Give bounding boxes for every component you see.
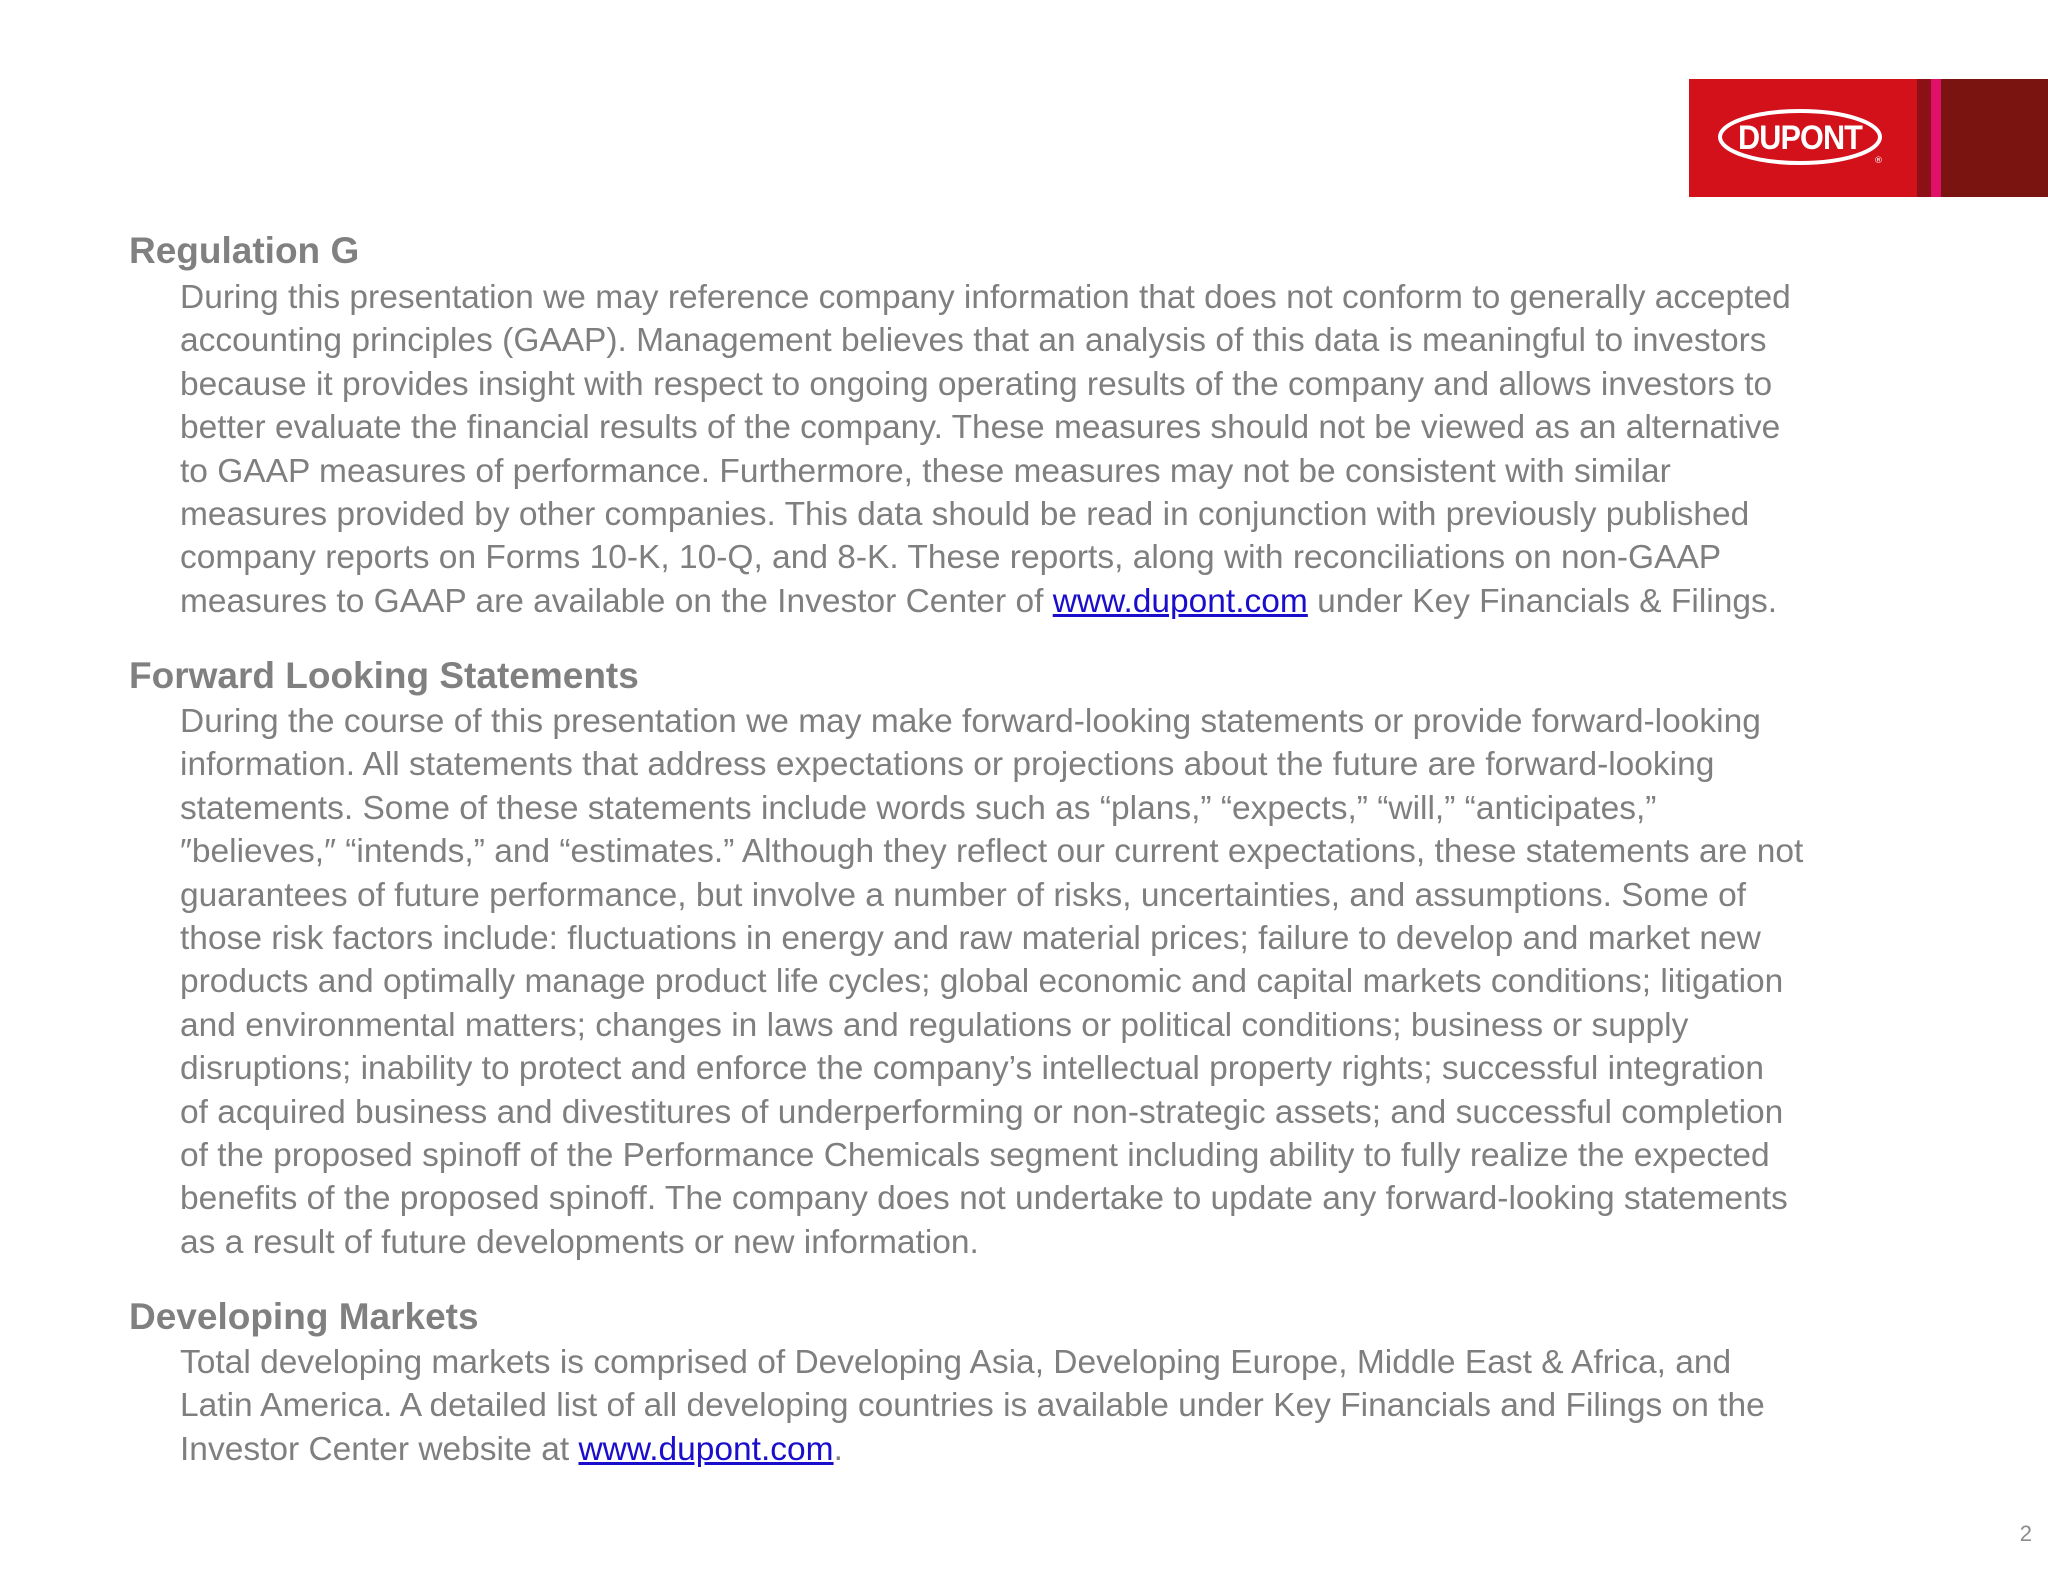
paragraph-text: products and optimally manage product life cycles; global economic and capital markets conditions; litigation [180, 963, 1784, 1001]
paragraph-text: and environmental matters; changes in laws and regulations or political conditions; business or supply [180, 1006, 1689, 1044]
paragraph-line [180, 1091, 1940, 1134]
paragraph-text: of the proposed spinoff of the Performance Chemicals segment including ability to fully realize the expected [180, 1137, 1770, 1175]
paragraph-line [180, 830, 1940, 873]
section-body-forward-looking-statements [180, 700, 1940, 1264]
paragraph-line [180, 1004, 1940, 1047]
page-number: 2 [2019, 1521, 2032, 1546]
paragraph-line [180, 1384, 1940, 1427]
paragraph-line [180, 276, 1940, 319]
paragraph-line [180, 493, 1940, 536]
logo-text: DUPONT [1738, 119, 1864, 157]
paragraph-line [180, 1221, 1940, 1264]
paragraph-line [180, 536, 1940, 579]
section-body-developing-markets [180, 1341, 1940, 1471]
paragraph-line [180, 917, 1940, 960]
paragraph-line [180, 874, 1940, 917]
paragraph-text: statements. Some of these statements include words such as “plans,” “expects,” “will,” “anticipates,” [180, 789, 1657, 827]
dupont-logo-band [1689, 79, 2048, 197]
logo-stripe-maroon [1941, 79, 2048, 197]
paragraph-line [180, 1134, 1940, 1177]
paragraph-text: guarantees of future performance, but involve a number of risks, uncertainties, and assumptions. Some of [180, 876, 1747, 914]
paragraph-text: because it provides insight with respect to ongoing operating results of the company and allows investors to [180, 365, 1773, 403]
paragraph-line [180, 1341, 1940, 1384]
section-title-forward-looking-statements: Forward Looking Statements [129, 655, 639, 696]
logo-stripe-dark-red [1917, 79, 1931, 197]
paragraph-text: Total developing markets is comprised of Developing Asia, Developing Europe, Middle East & Africa, and [180, 1344, 1732, 1381]
paragraph-text: During the course of this presentation we may make forward-looking statements or provide forward-looking [180, 703, 1761, 740]
paragraph-text: better evaluate the financial results of the company. These measures should not be viewed as an alternative [180, 409, 1781, 447]
paragraph-line [180, 363, 1940, 406]
paragraph-line [180, 580, 1940, 623]
section-title-regulation-g: Regulation G [129, 230, 360, 271]
paragraph-text: ″believes,″ “intends,” and “estimates.” Although they reflect our current expectations, these statements are not [180, 833, 1804, 871]
paragraph-text: of acquired business and divestitures of underperforming or non-strategic assets; and successful completion [180, 1093, 1784, 1131]
paragraph-text: benefits of the proposed spinoff. The company does not undertake to update any forward-looking statements [180, 1180, 1788, 1218]
paragraph-line [180, 1177, 1940, 1220]
paragraph-text: During this presentation we may reference company information that does not conform to generally accepted [180, 279, 1791, 316]
paragraph-text: as a result of future developments or new information. [180, 1223, 979, 1261]
paragraph-line [180, 319, 1940, 362]
paragraph-text: to GAAP measures of performance. Furthermore, these measures may not be consistent with similar [180, 452, 1671, 490]
paragraph-line [180, 1428, 1940, 1471]
registered-mark-icon: ® [1874, 156, 1883, 166]
paragraph-text: information. All statements that address expectations or projections about the future are forward-looking [180, 746, 1715, 784]
paragraph-text: . [833, 1430, 843, 1468]
paragraph-line [180, 700, 1940, 743]
paragraph-text: those risk factors include: fluctuations in energy and raw material prices; failure to develop and market new [180, 920, 1761, 958]
section-title-developing-markets: Developing Markets [129, 1296, 479, 1337]
paragraph-text: disruptions; inability to protect and enforce the company’s intellectual property rights; successful integration [180, 1050, 1765, 1088]
paragraph-line [180, 1047, 1940, 1090]
logo-stripe-pink [1931, 79, 1941, 197]
paragraph-line [180, 787, 1940, 830]
paragraph-line [180, 406, 1940, 449]
paragraph-text: under Key Financials & Filings. [1307, 582, 1778, 620]
logo-red-block [1689, 79, 1917, 197]
paragraph-text: company reports on Forms 10-K, 10-Q, and 8-K. These reports, along with reconciliations on non-GAAP [180, 539, 1722, 577]
paragraph-line [180, 743, 1940, 786]
paragraph-text: Latin America. A detailed list of all developing countries is available under Key Financials and Filings on the [180, 1387, 1765, 1425]
paragraph-text: measures provided by other companies. This data should be read in conjunction with previously published [180, 496, 1750, 534]
paragraph-text: measures to GAAP are available on the Investor Center of [180, 582, 1053, 620]
section-body-regulation-g [180, 276, 1940, 623]
dupont-website-link[interactable]: www.dupont.com [578, 1430, 834, 1468]
paragraph-line [180, 960, 1940, 1003]
paragraph-line [180, 450, 1940, 493]
paragraph-text: Investor Center website at [180, 1430, 579, 1468]
dupont-website-link[interactable]: www.dupont.com [1052, 582, 1308, 620]
dupont-logo [1716, 108, 1884, 166]
paragraph-text: accounting principles (GAAP). Management believes that an analysis of this data is meaningful to investors [180, 322, 1767, 360]
